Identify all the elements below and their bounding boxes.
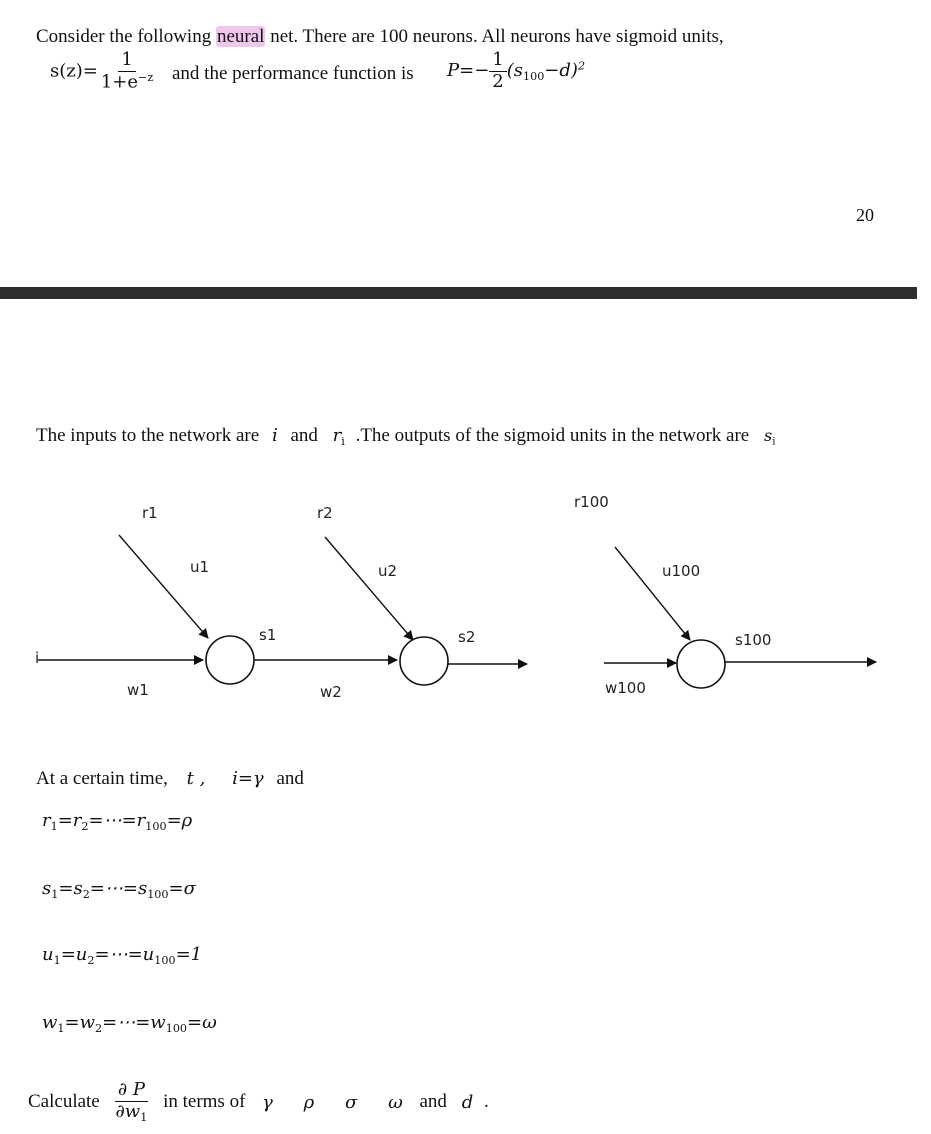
eq-u-sub3: 100 xyxy=(154,953,176,967)
eq-u-b: =u xyxy=(60,944,88,965)
label-r1: r1 xyxy=(142,504,158,522)
eq-s-sub1: 1 xyxy=(51,887,59,901)
sigmoid-formula xyxy=(50,50,156,93)
output-s-symbol xyxy=(763,426,776,448)
calculate-line xyxy=(28,1080,489,1124)
inputs-part1: The inputs to the network are xyxy=(36,425,260,446)
eq-u-sub1: 1 xyxy=(53,953,61,967)
perf-rest: −d) xyxy=(544,60,578,82)
perf-fraction xyxy=(489,50,506,92)
intro-line xyxy=(36,26,724,48)
eq-u-c: =⋯=u xyxy=(94,944,155,965)
perf-numerator: 1 xyxy=(489,50,506,72)
var-omega: ω xyxy=(388,1091,403,1113)
perf-denominator: 2 xyxy=(492,70,504,92)
neuron-100 xyxy=(677,640,725,688)
performance-formula xyxy=(447,50,585,92)
input-r-symbol xyxy=(333,425,345,446)
eq-s-sub3: 100 xyxy=(147,887,169,901)
neuron-2 xyxy=(400,637,448,685)
inputs-part2: .The outputs of the sigmoid units in the network are xyxy=(355,425,750,446)
eq-r-d: =ρ xyxy=(166,810,193,831)
equation-s xyxy=(42,878,196,901)
eq-r-c: =⋯=r xyxy=(88,810,146,831)
label-r100: r100 xyxy=(574,493,609,511)
perf-subscript: 100 xyxy=(523,70,545,84)
network-diagram xyxy=(0,480,931,740)
r2-arrow xyxy=(325,537,413,640)
eq-s-b: =s xyxy=(58,878,83,899)
sigmoid-numerator: 1 xyxy=(118,50,135,72)
sigmoid-den-base: 1+e xyxy=(100,71,139,93)
derivative-denominator xyxy=(113,1102,151,1125)
derivative-den-base: ∂w xyxy=(115,1100,141,1122)
label-u1: u1 xyxy=(190,558,210,576)
eq-r-sub1: 1 xyxy=(50,819,58,833)
eq-u-sub2: 2 xyxy=(87,953,95,967)
eq-w-b: =w xyxy=(64,1012,96,1033)
eq-w-a: w xyxy=(42,1012,58,1033)
neuron-1 xyxy=(206,636,254,684)
calculate-label: Calculate xyxy=(28,1091,100,1113)
equation-w xyxy=(42,1012,217,1035)
derivative-numerator: ∂ P xyxy=(115,1080,148,1102)
label-w100: w100 xyxy=(605,679,646,697)
label-w1: w1 xyxy=(127,681,149,699)
label-s2: s2 xyxy=(458,628,476,646)
intro-suffix: net. There are 100 neurons. All neurons have sigmoid units, xyxy=(270,26,724,47)
time-text: At a certain time, xyxy=(36,768,168,789)
r100-arrow xyxy=(615,547,690,640)
time-line xyxy=(36,768,304,790)
time-and: and xyxy=(276,768,304,789)
sigmoid-den-exponent: −z xyxy=(138,70,154,84)
eq-r-sub2: 2 xyxy=(81,819,89,833)
label-u100: u100 xyxy=(662,562,701,580)
eq-u-a: u xyxy=(42,944,54,965)
eq-w-c: =⋯=w xyxy=(102,1012,166,1033)
inputs-and: and xyxy=(290,425,318,446)
eq-s-a: s xyxy=(42,878,52,899)
label-u2: u2 xyxy=(378,562,398,580)
performance-text: and the performance function is xyxy=(172,63,414,84)
calc-period: . xyxy=(483,1091,489,1113)
eq-r-b: =r xyxy=(57,810,82,831)
r-symbol-sub: i xyxy=(341,434,345,448)
eq-r-a: r xyxy=(42,810,51,831)
calc-and: and xyxy=(419,1091,447,1113)
eq-w-sub2: 2 xyxy=(95,1021,103,1035)
derivative-den-sub: 1 xyxy=(140,1110,148,1124)
var-sigma: σ xyxy=(345,1091,358,1113)
section-divider xyxy=(0,287,917,299)
s-symbol: s xyxy=(763,426,773,445)
eq-r-sub3: 100 xyxy=(145,819,167,833)
eq-s-c: =⋯=s xyxy=(89,878,148,899)
equation-u xyxy=(42,944,202,967)
r1-arrow xyxy=(119,535,208,638)
derivative-fraction xyxy=(113,1080,151,1124)
eq-w-sub1: 1 xyxy=(57,1021,65,1035)
intro-prefix: Consider the following xyxy=(36,26,212,47)
time-t: t , xyxy=(186,768,206,789)
r-symbol: r xyxy=(332,425,342,446)
time-eq: i=γ xyxy=(232,768,264,789)
var-gamma: γ xyxy=(262,1091,273,1113)
eq-s-sub2: 2 xyxy=(82,887,90,901)
eq-w-d: =ω xyxy=(187,1012,217,1033)
highlighted-word: neural xyxy=(216,26,265,47)
perf-open: (s xyxy=(506,60,523,82)
in-terms-text: in terms of xyxy=(163,1091,246,1113)
label-w2: w2 xyxy=(320,683,342,701)
input-label-i: i xyxy=(35,649,40,667)
sigmoid-lhs: s(z)= xyxy=(50,60,98,82)
eq-w-sub3: 100 xyxy=(165,1021,188,1035)
page-number: 20 xyxy=(856,205,874,225)
eq-s-d: =σ xyxy=(168,878,196,899)
perf-lhs: P=− xyxy=(447,60,490,82)
var-d: d xyxy=(461,1091,474,1113)
label-r2: r2 xyxy=(317,504,333,522)
input-i-symbol: i xyxy=(271,425,278,446)
eq-u-d: =1 xyxy=(175,944,203,965)
sigmoid-fraction xyxy=(98,50,156,93)
label-s100: s100 xyxy=(735,631,772,649)
label-s1: s1 xyxy=(259,626,277,644)
var-rho: ρ xyxy=(303,1091,315,1113)
s-symbol-sub: i xyxy=(772,436,776,448)
equation-r xyxy=(42,810,192,833)
perf-exponent: 2 xyxy=(577,59,586,73)
sigmoid-denominator xyxy=(98,72,156,93)
inputs-sentence xyxy=(36,425,775,448)
